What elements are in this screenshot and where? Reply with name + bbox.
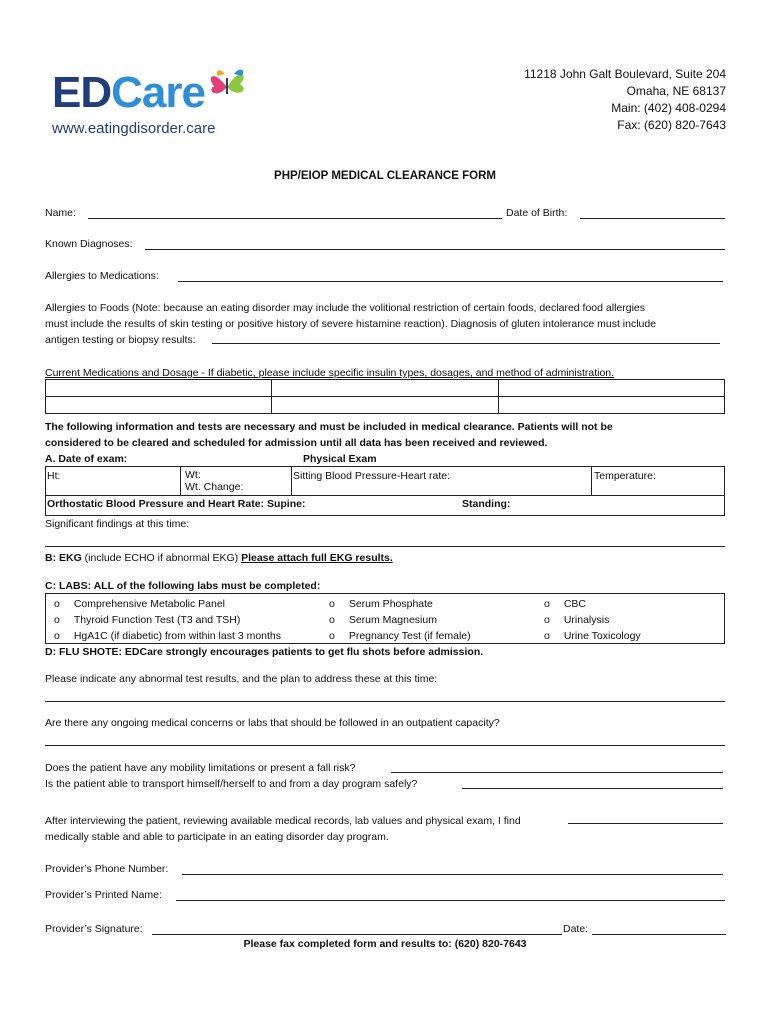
known-diagnoses-field[interactable] <box>145 249 725 250</box>
date-label: Date: <box>563 923 589 935</box>
current-meds-row-divider <box>45 396 725 397</box>
section-b <box>45 552 393 564</box>
findings-label: Significant findings at this time: <box>45 518 190 530</box>
lab-item[interactable]: o Serum Magnesium <box>329 614 437 626</box>
after-label <box>45 813 521 845</box>
lab-item[interactable]: o Pregnancy Test (if female) <box>329 630 471 642</box>
section-b-text: (include ECHO if abnormal EKG) <box>81 552 242 564</box>
ongoing-label: Are there any ongoing medical concerns or labs that should be followed in an outpatient capacity? <box>45 717 500 729</box>
address-block <box>426 66 726 134</box>
abnormal-label: Please indicate any abnormal test results, and the plan to address these at this time: <box>45 673 438 685</box>
physical-exam-col-divider <box>180 466 181 495</box>
temperature-label[interactable]: Temperature: <box>594 470 656 482</box>
current-meds-col-divider <box>498 379 499 414</box>
section-d: D: FLU SHOTE: EDCare strongly encourages patients to get flu shots before admission. <box>45 646 484 658</box>
address-line: Fax: (620) 820-7643 <box>617 118 726 132</box>
mobility-label: Does the patient have any mobility limitations or present a fall risk? <box>45 762 356 774</box>
standing-label[interactable]: Standing: <box>462 498 511 510</box>
findings-field[interactable] <box>45 546 725 547</box>
provider-phone-label: Provider’s Phone Number: <box>45 863 169 875</box>
allergies-foods-text <box>45 300 656 348</box>
date-field[interactable] <box>592 934 726 935</box>
allergies-meds-field[interactable] <box>178 281 723 282</box>
dob-label: Date of Birth: <box>506 207 568 219</box>
allergies-foods-line: Allergies to Foods (Note: because an eating disorder may include the volitional restriction of certain foods, declared food allergies <box>45 302 645 314</box>
provider-name-label: Provider’s Printed Name: <box>45 889 162 901</box>
allergies-foods-line: must include the results of skin testing or positive history of severe histamine reaction). Diagnosis of gluten intolerance must include <box>45 318 657 330</box>
logo-url: www.eatingdisorder.care <box>52 120 216 137</box>
physical-exam-label: Physical Exam <box>303 453 377 465</box>
abnormal-field[interactable] <box>45 701 725 702</box>
lab-item[interactable]: o Urine Toxicology <box>544 630 641 642</box>
dob-field[interactable] <box>580 218 725 219</box>
lab-item[interactable]: o Thyroid Function Test (T3 and TSH) <box>54 614 241 626</box>
mobility-field[interactable] <box>391 772 723 773</box>
physical-exam-col-divider <box>591 466 592 495</box>
lab-item[interactable]: o Serum Phosphate <box>329 598 433 610</box>
form-title: PHP/EIOP MEDICAL CLEARANCE FORM <box>274 170 496 182</box>
bp-hr-label[interactable]: Sitting Blood Pressure-Heart rate: <box>293 470 450 482</box>
section-b-attach: Please attach full EKG results. <box>241 552 393 564</box>
wt-label[interactable]: Wt: <box>185 469 201 481</box>
section-c-label: C: LABS: ALL of the following labs must be completed: <box>45 580 321 592</box>
allergies-foods-field[interactable] <box>212 343 720 344</box>
current-meds-label: Current Medications and Dosage - If diabetic, please include specific insulin types, dosages, and method of administration. <box>45 367 615 379</box>
transport-field[interactable] <box>462 788 723 789</box>
fax-note: Please fax completed form and results to: (620) 820-7643 <box>243 938 527 950</box>
section-b-label: B: EKG <box>45 552 82 564</box>
name-field[interactable] <box>88 218 502 219</box>
wt-change-label[interactable]: Wt. Change: <box>185 481 244 493</box>
after-line: After interviewing the patient, reviewing available medical records, lab values and physical exam, I find <box>45 815 521 827</box>
requirements-line: The following information and tests are necessary and must be included in medical clearance. Patients will not be <box>45 421 613 433</box>
name-label: Name: <box>45 207 76 219</box>
provider-sig-label: Provider’s Signature: <box>45 923 143 935</box>
ongoing-field[interactable] <box>45 745 725 746</box>
lab-item[interactable]: o Comprehensive Metabolic Panel <box>54 598 226 610</box>
allergies-meds-label: Allergies to Medications: <box>45 270 159 282</box>
logo-care-text: Care <box>111 68 205 117</box>
physical-exam-row-divider <box>45 495 725 496</box>
known-diagnoses-label: Known Diagnoses: <box>45 238 133 250</box>
allergies-foods-line: antigen testing or biopsy results: <box>45 334 196 346</box>
lab-item[interactable]: o CBC <box>544 598 587 610</box>
orthostatic-label[interactable]: Orthostatic Blood Pressure and Heart Rate: Supine: <box>47 498 306 510</box>
transport-label: Is the patient able to transport himself/herself to and from a day program safely? <box>45 778 418 790</box>
logo-ed-text: ED <box>52 68 112 117</box>
butterfly-icon <box>204 66 250 104</box>
labs-col-3 <box>544 596 641 644</box>
requirements-note <box>45 419 613 451</box>
labs-col-2 <box>329 596 471 644</box>
lab-item[interactable]: o Urinalysis <box>544 614 610 626</box>
address-line: 11218 John Galt Boulevard, Suite 204 <box>524 67 726 81</box>
ht-label[interactable]: Ht: <box>47 470 61 482</box>
current-meds-col-divider <box>271 379 272 414</box>
after-line: medically stable and able to participate in an eating disorder day program. <box>45 831 389 843</box>
section-a-label: A. Date of exam: <box>45 453 128 465</box>
provider-phone-field[interactable] <box>182 874 723 875</box>
after-field[interactable] <box>568 823 723 824</box>
requirements-line: considered to be cleared and scheduled for admission until all data has been received and reviewed. <box>45 437 548 449</box>
address-line: Main: (402) 408-0294 <box>611 101 726 115</box>
labs-col-1 <box>54 596 281 644</box>
address-line: Omaha, NE 68137 <box>626 84 726 98</box>
provider-name-field[interactable] <box>176 900 725 901</box>
physical-exam-col-divider <box>291 466 292 495</box>
provider-sig-field[interactable] <box>152 934 562 935</box>
lab-item[interactable]: o HgA1C (if diabetic) from within last 3 months <box>54 630 282 642</box>
